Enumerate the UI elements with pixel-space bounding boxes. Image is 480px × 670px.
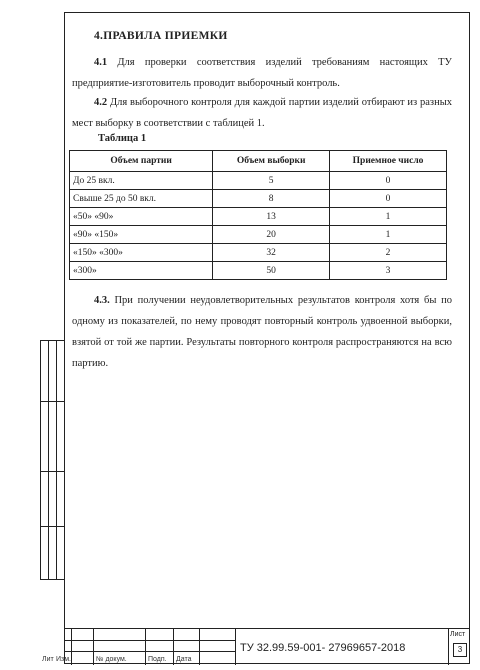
paragraph-text: При получении неудовлетворительных результатов контроля хотя бы по одному из показателей, по нему проводят повторный контроль удвоенной выборки, взятой от той же партии. Результаты повторного контроля распространяются на всю партию. — [72, 295, 452, 369]
margin-stamp-strip — [40, 340, 64, 580]
table-row — [70, 172, 447, 190]
acceptance-table — [69, 150, 447, 280]
column-header: Объем выборки — [213, 151, 330, 172]
table-header-row — [70, 151, 447, 172]
table-row — [70, 244, 447, 262]
cell-batch-size: «300» — [70, 262, 213, 280]
sheet-label: Лист — [450, 631, 466, 638]
cell-acceptance-number: 1 — [330, 226, 447, 244]
cell-acceptance-number: 0 — [330, 172, 447, 190]
document-code: ТУ 32.99.59-001- 27969657-2018 — [240, 642, 406, 654]
column-header: Приемное число — [330, 151, 447, 172]
cell-batch-size: До 25 вкл. — [70, 172, 213, 190]
paragraph-text: Для выборочного контроля для каждой партии изделий отбирают из разных мест выборку в соответствии с таблицей 1. — [72, 97, 452, 129]
sheet-box — [448, 629, 470, 665]
section-heading: 4.ПРАВИЛА ПРИЕМКИ — [94, 30, 228, 42]
table-row — [70, 262, 447, 280]
column-header: Объем партии — [70, 151, 213, 172]
paragraph-4-2 — [72, 92, 452, 134]
title-block — [42, 628, 470, 664]
paragraph-4-1 — [72, 52, 452, 94]
cell-batch-size: «50» «90» — [70, 208, 213, 226]
label-date: Дата — [176, 656, 192, 663]
cell-acceptance-number: 2 — [330, 244, 447, 262]
label-doc-number: № докум. — [96, 656, 127, 663]
table-row — [70, 226, 447, 244]
table-caption: Таблица 1 — [98, 133, 147, 144]
label-change: Изм. — [56, 656, 71, 663]
cell-acceptance-number: 3 — [330, 262, 447, 280]
cell-sample-size: 13 — [213, 208, 330, 226]
table-row — [70, 208, 447, 226]
cell-batch-size: «90» «150» — [70, 226, 213, 244]
cell-sample-size: 20 — [213, 226, 330, 244]
paragraph-4-3 — [72, 290, 452, 374]
cell-acceptance-number: 0 — [330, 190, 447, 208]
paragraph-number: 4.2 — [94, 97, 108, 108]
cell-sample-size: 50 — [213, 262, 330, 280]
label-signature: Подп. — [148, 656, 167, 663]
paragraph-number: 4.1 — [94, 57, 108, 68]
cell-sample-size: 5 — [213, 172, 330, 190]
sheet-number: 3 — [453, 643, 467, 657]
cell-sample-size: 8 — [213, 190, 330, 208]
paragraph-text: Для проверки соответствия изделий требованиям настоящих ТУ предприятие-изготовитель проводит выборочный контроль. — [72, 57, 452, 89]
paragraph-number: 4.3. — [94, 295, 110, 306]
cell-batch-size: Свыше 25 до 50 вкл. — [70, 190, 213, 208]
label-lit: Лит — [42, 656, 54, 663]
cell-sample-size: 32 — [213, 244, 330, 262]
cell-acceptance-number: 1 — [330, 208, 447, 226]
cell-batch-size: «150» «300» — [70, 244, 213, 262]
table-row — [70, 190, 447, 208]
